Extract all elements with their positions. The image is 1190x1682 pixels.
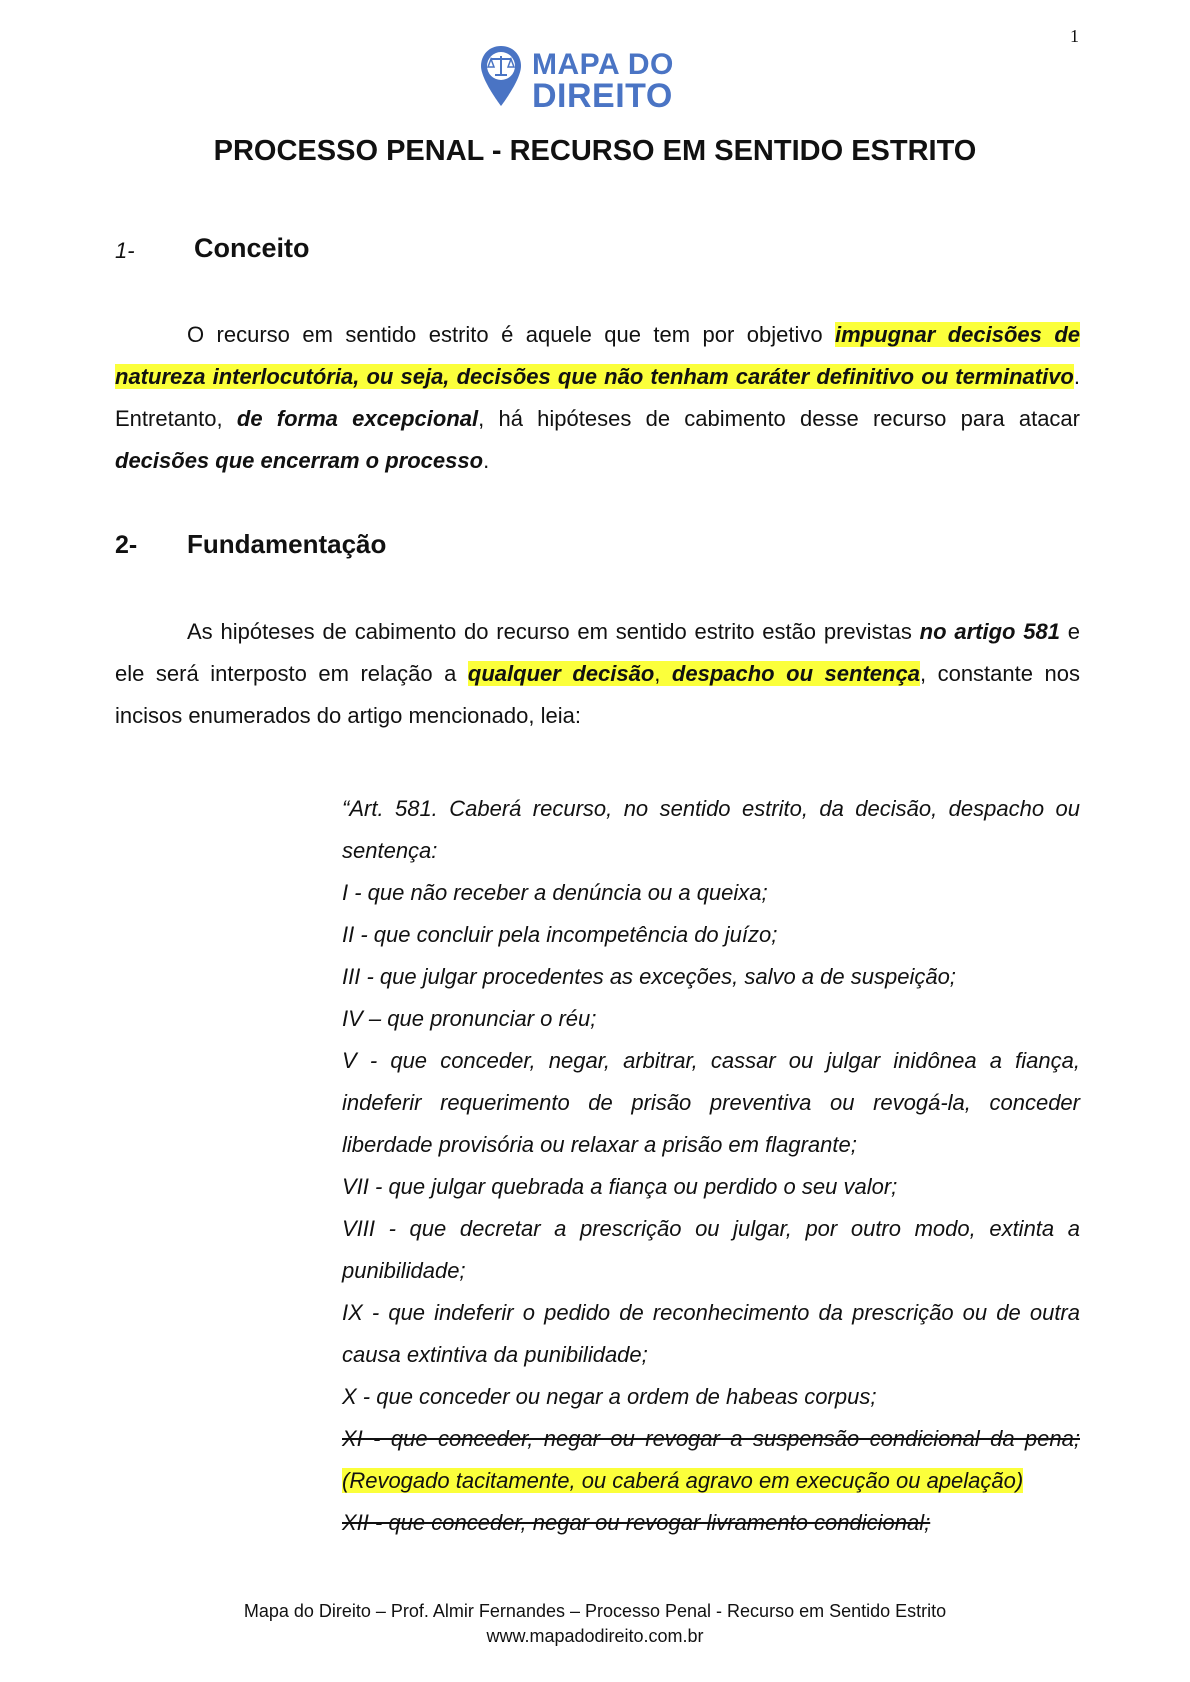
article-intro: “Art. 581. Caberá recurso, no sentido estrito, da decisão, despacho ou sentença: [342,796,1080,863]
page-footer [0,1599,1190,1649]
footer-credit: Mapa do Direito – Prof. Almir Fernandes – Processo Penal - Recurso em Sentido Estrito [243,1601,947,1621]
section-2-heading: Fundamentação [187,529,387,559]
article-item: X - que conceder ou negar a ordem de habeas corpus; [342,1384,877,1409]
footer-url: www.mapadodireito.com.br [486,1626,704,1646]
article-item: III - que julgar procedentes as exceções, salvo a de suspeição; [342,964,956,989]
article-item: II - que concluir pela incompetência do juízo; [342,922,778,947]
article-item: V - que conceder, negar, arbitrar, cassar ou julgar inidônea a fiança, indeferir requerimento de prisão preventiva ou revogá-la, conceder liberdade provisória ou relaxar a prisão em flagrante; [342,1048,1080,1157]
section-1-paragraph: O recurso em sentido estrito é aquele que tem por objetivo impugnar decisões de natureza interlocutória, ou seja, decisões que não tenham caráter definitivo ou terminativo. Entretanto, de forma excepcional, há hipóteses de cabimento desse recurso para atacar decisões que encerram o processo. [115,322,1080,473]
article-item: VIII - que decretar a prescrição ou julgar, por outro modo, extinta a punibilidade; [342,1216,1080,1283]
logo-text-line1: MAPA DO [532,48,674,81]
document-title: PROCESSO PENAL - RECURSO EM SENTIDO ESTRITO [213,135,977,167]
section-2-number: 2- [115,531,138,559]
highlight-decision: qualquer decisão [467,661,655,686]
revoked-note: (Revogado tacitamente, ou caberá agravo em execução ou apelação) [342,1468,1024,1493]
article-item: IV – que pronunciar o réu; [342,1006,597,1031]
logo [478,44,718,114]
struck-text: XII - que conceder, negar ou revogar livramento condicional; [342,1510,931,1535]
article-item-xi [342,1418,1080,1502]
highlight-despacho: despacho ou sentença [671,661,920,686]
section-2-paragraph: As hipóteses de cabimento do recurso em sentido estrito estão previstas no artigo 581 e ele será interposto em relação a qualquer decisão, despacho ou sentença, constante nos incisos enumerados do artigo mencionado, leia: [115,619,1080,728]
article-item: VII - que julgar quebrada a fiança ou perdido o seu valor; [342,1174,898,1199]
section-1-heading: Conceito [194,233,310,263]
article-item: I - que não receber a denúncia ou a queixa; [342,880,768,905]
struck-text: XI - que conceder, negar ou revogar a suspensão condicional da pena; [342,1426,1080,1451]
article-item-xii [342,1502,1080,1544]
scales-of-justice-pin-icon [478,44,524,110]
highlight-definition: impugnar decisões de natureza interlocutória, ou seja, decisões que não tenham caráter definitivo ou terminativo [115,322,1080,389]
section-1-number: 1- [115,238,135,263]
article-item: IX - que indeferir o pedido de reconhecimento da prescrição ou de outra causa extintiva da punibilidade; [342,1300,1080,1367]
logo-text-line2: DIREITO [532,77,673,115]
article-581-quote [342,788,1080,1544]
page-number: 1 [1070,26,1079,46]
